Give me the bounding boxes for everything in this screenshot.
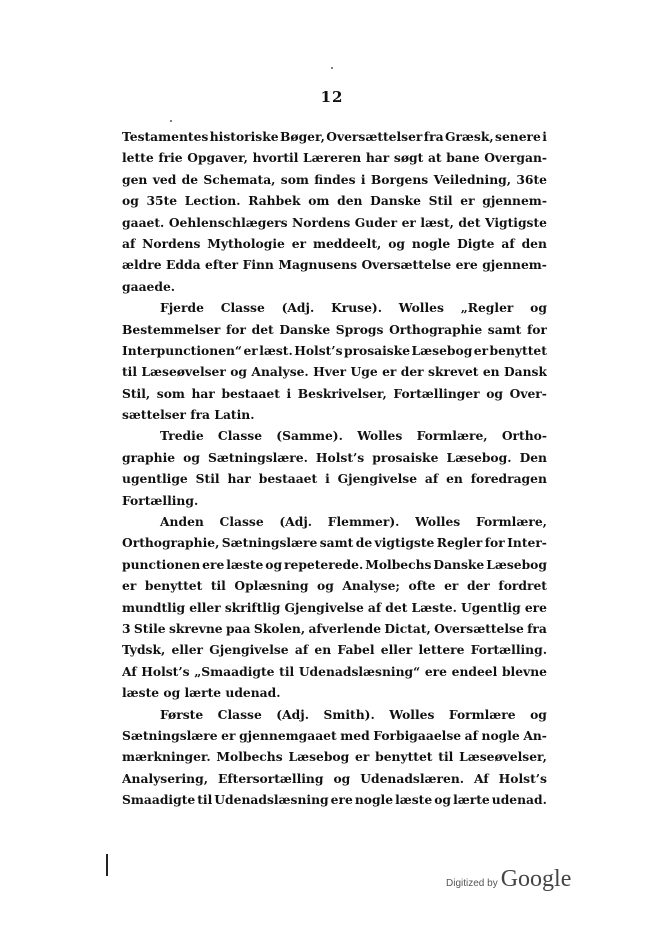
word: ere	[330, 792, 353, 808]
word: er	[122, 578, 137, 594]
word: Stil,	[122, 385, 151, 401]
word: (Adj.	[279, 514, 313, 530]
word: Holst’s	[315, 449, 365, 465]
word: repeterede.	[284, 556, 364, 572]
word: Molbechs	[365, 556, 432, 572]
word: hvortil	[252, 150, 299, 166]
text-line	[122, 361, 547, 382]
text-line	[122, 704, 547, 725]
word: Formlære,	[475, 514, 547, 530]
word: de	[181, 171, 199, 187]
word: blevne	[501, 663, 547, 679]
word: eller	[380, 642, 413, 658]
word: har	[227, 471, 251, 487]
word: er	[444, 578, 459, 594]
word: Oehlenschlægers	[168, 214, 288, 230]
word: samt	[319, 535, 354, 551]
word: ældre	[122, 257, 162, 273]
word: samt	[487, 321, 522, 337]
word: ved	[152, 171, 177, 187]
word: 35te	[146, 193, 178, 209]
word: Holst’s	[294, 342, 343, 358]
word: Forbigaaelse	[373, 727, 462, 743]
word: i	[325, 471, 330, 487]
word: skrevet	[428, 364, 479, 380]
text-line	[122, 147, 547, 168]
word: Dansk	[503, 364, 547, 380]
word: Rahbek	[248, 193, 301, 209]
text-line: sættelser fra Latin.	[122, 407, 255, 423]
word: der	[466, 578, 490, 594]
word: foredragen	[470, 471, 547, 487]
word: Gjengivelse	[284, 599, 364, 615]
word: bane	[446, 150, 480, 166]
word: Læsebog	[288, 749, 350, 765]
digitized-watermark	[446, 866, 571, 893]
word: Inter-	[507, 535, 547, 551]
word: Smith).	[323, 706, 375, 722]
page-number: 12	[320, 88, 344, 106]
word: er	[401, 214, 416, 230]
word: er	[382, 364, 397, 380]
word: Tredie	[160, 428, 204, 444]
word: Sætningslære.	[208, 449, 308, 465]
body-text	[122, 126, 547, 811]
word: af	[122, 235, 136, 251]
word: Over-	[509, 385, 547, 401]
word: Stile	[133, 620, 166, 636]
word: Classe	[217, 706, 262, 722]
word: har	[191, 385, 215, 401]
word: er	[473, 342, 489, 358]
text-line	[122, 789, 547, 810]
word: (Samme).	[276, 428, 343, 444]
word: Edda	[166, 257, 201, 273]
word: Classe	[220, 300, 265, 316]
word: en	[314, 642, 332, 658]
word: til	[197, 792, 213, 808]
word: Eftersortælling	[217, 770, 324, 786]
word: det	[385, 599, 408, 615]
word: Overgan-	[484, 150, 547, 166]
word: Orthographie	[389, 321, 483, 337]
word: benyttet	[489, 342, 547, 358]
word: og	[530, 706, 547, 722]
word: og	[230, 364, 248, 380]
word: i	[360, 171, 366, 187]
word: om	[308, 193, 330, 209]
word: ere	[455, 257, 478, 273]
word: Læseøvelser	[141, 364, 226, 380]
word: nogle	[411, 235, 451, 251]
word: vigtigste	[374, 535, 435, 551]
word: gaaet.	[122, 214, 165, 230]
word: er	[460, 193, 475, 209]
word: ofte	[408, 578, 436, 594]
word: den	[521, 235, 547, 251]
text-line	[122, 768, 547, 789]
text-line	[122, 575, 547, 596]
text-line	[122, 190, 547, 211]
word: historiske	[209, 129, 279, 144]
word: læste	[226, 556, 264, 572]
word: og	[122, 193, 139, 209]
word: lettere	[418, 642, 465, 658]
word: graphie	[122, 449, 176, 465]
word: for	[526, 321, 547, 337]
text-line	[122, 661, 547, 682]
word: Læseøvelser,	[459, 749, 547, 765]
word: af	[367, 599, 382, 615]
word: er	[355, 749, 370, 765]
word: Ugentlig	[460, 599, 521, 615]
word: og	[388, 235, 405, 251]
word: Borgens	[370, 171, 429, 187]
text-line	[122, 597, 547, 618]
word: findes	[314, 171, 356, 187]
word: Orthographie,	[122, 535, 220, 551]
word: til	[210, 578, 226, 594]
word: Danske	[433, 556, 485, 572]
word: prosaiske	[372, 449, 439, 465]
word: Ortho-	[501, 428, 547, 444]
word: Sprogs	[335, 321, 384, 337]
word: og	[434, 792, 452, 808]
word: bestaaet	[221, 385, 280, 401]
word: at	[427, 150, 442, 166]
word: Udenadslæsning	[214, 792, 329, 808]
word: Tydsk,	[122, 642, 166, 658]
word: mærkninger.	[122, 749, 211, 765]
word: Wolles	[398, 300, 444, 316]
word: endeel	[451, 663, 498, 679]
word: Første	[160, 706, 204, 722]
text-line	[122, 254, 547, 275]
word: Sætningslære	[122, 727, 218, 743]
word: en	[446, 471, 463, 487]
word: med	[340, 727, 370, 743]
word: Nordens	[142, 235, 201, 251]
text-line	[122, 383, 547, 404]
word: som	[280, 171, 309, 187]
text-line	[122, 212, 547, 233]
word: Læsebog	[411, 342, 473, 358]
word: er	[221, 727, 236, 743]
word: for	[226, 321, 246, 337]
word: i	[286, 385, 292, 401]
word: til	[279, 663, 295, 679]
text-line	[122, 126, 547, 147]
word: i	[542, 129, 547, 144]
word: Holst’s	[498, 770, 547, 786]
word: efter	[205, 257, 239, 273]
word: senere	[495, 129, 541, 144]
word: An-	[523, 727, 547, 743]
margin-mark	[106, 854, 108, 876]
print-speck	[331, 67, 333, 69]
word: eller	[171, 642, 203, 658]
word: Kruse).	[331, 300, 383, 316]
word: Gjengivelse	[337, 471, 418, 487]
word: til	[438, 749, 454, 765]
word: Magnusens	[278, 257, 358, 273]
text-line	[122, 746, 547, 767]
word: til	[122, 364, 138, 380]
word: Bestemmelser	[122, 321, 221, 337]
text-line	[122, 725, 547, 746]
word: nogle	[481, 727, 520, 743]
word: fordret	[498, 578, 547, 594]
word: gjennemgaaet	[239, 727, 337, 743]
watermark-prefix: Digitized by	[446, 878, 498, 889]
word: Analysering,	[122, 770, 208, 786]
word: frie	[158, 150, 183, 166]
word: Nordens	[292, 214, 351, 230]
text-line	[122, 447, 547, 468]
word: Regler	[436, 535, 483, 551]
word: Opgaver,	[187, 150, 248, 166]
word: afverlende	[308, 620, 382, 636]
word: ere	[202, 556, 225, 572]
word: Smaadigte	[122, 792, 196, 808]
word: Oplæsning	[234, 578, 309, 594]
word: Finn	[242, 257, 274, 273]
word: læst,	[420, 214, 454, 230]
word: Wolles	[357, 428, 403, 444]
word: Fabel	[337, 642, 375, 658]
text-line	[122, 532, 547, 553]
word: Holst’s	[141, 663, 190, 679]
word: Fortællinger	[393, 385, 480, 401]
word: Hver	[313, 364, 347, 380]
word: benyttet	[144, 578, 203, 594]
word: for	[484, 535, 505, 551]
word: de	[355, 535, 373, 551]
word: og	[530, 300, 547, 316]
word: ugentlige	[122, 471, 188, 487]
word: Veiledning,	[433, 171, 512, 187]
word: Fortælling.	[470, 642, 547, 658]
word: som	[156, 385, 185, 401]
text-line	[122, 340, 547, 361]
word: Analyse.	[251, 364, 309, 380]
word: benyttet	[375, 749, 433, 765]
word: Wolles	[389, 706, 435, 722]
word: af	[464, 727, 478, 743]
text-line	[122, 319, 547, 340]
word: Stil	[428, 193, 453, 209]
word: Uge	[350, 364, 378, 380]
word: paa	[225, 620, 251, 636]
word: Digte	[457, 235, 495, 251]
word: er	[243, 342, 258, 358]
text-line	[122, 554, 547, 575]
text-line: gaaede.	[122, 278, 176, 294]
word: Flemmer).	[327, 514, 400, 530]
word: Udenadslæsning“	[298, 663, 421, 679]
word: Anden	[160, 514, 204, 530]
word: eller	[189, 599, 221, 615]
word: Gjengivelse	[209, 642, 289, 658]
word: (Adj.	[281, 300, 315, 316]
word: Vigtigste	[485, 214, 547, 230]
word: Mythologie	[207, 235, 285, 251]
word: og	[333, 770, 351, 786]
word: Interpunctionen“	[122, 342, 242, 358]
word: fra	[527, 620, 547, 636]
text-line	[122, 468, 547, 489]
word: Formlære,	[416, 428, 488, 444]
word: og	[317, 578, 334, 594]
word: er	[291, 235, 307, 251]
word: Analyse;	[342, 578, 400, 594]
word: der	[400, 364, 424, 380]
word: (Adj.	[276, 706, 309, 722]
word: af	[424, 471, 439, 487]
word: Sætningslære	[221, 535, 318, 551]
word: gjennem-	[482, 257, 547, 273]
word: læst.	[259, 342, 293, 358]
word: Oversættelser	[326, 129, 423, 144]
word: Fjerde	[160, 300, 204, 316]
word: Oversættelse	[434, 620, 524, 636]
word: Oversættelse	[361, 257, 452, 273]
word: læste	[395, 792, 433, 808]
word: gen	[122, 171, 148, 187]
word: Af	[474, 770, 489, 786]
word: Classe	[219, 514, 264, 530]
word: „Regler	[460, 300, 514, 316]
word: det	[458, 214, 481, 230]
word: Guder	[354, 214, 398, 230]
google-logo: Google	[500, 866, 572, 892]
word: Wolles	[415, 514, 461, 530]
word: ere	[524, 599, 547, 615]
text-line	[122, 639, 547, 660]
word: skriftlig	[224, 599, 281, 615]
word: gjennem-	[482, 193, 547, 209]
word: Skolen,	[253, 620, 306, 636]
word: Schemata,	[203, 171, 276, 187]
word: lette	[122, 150, 154, 166]
word: Danske	[279, 321, 331, 337]
word: nogle	[354, 792, 394, 808]
word: Testamentes	[122, 129, 209, 144]
text-line	[122, 425, 547, 446]
word: bestaaet	[258, 471, 318, 487]
word: lærte	[453, 792, 490, 808]
word: Udenadslæren.	[360, 770, 465, 786]
word: Molbechs	[216, 749, 283, 765]
word: af	[501, 235, 515, 251]
word: Af	[122, 663, 137, 679]
word: udenad.	[491, 792, 547, 808]
word: Læsebog	[486, 556, 547, 572]
word: Bøger,	[279, 129, 325, 144]
text-line	[122, 618, 547, 639]
word: punctionen	[122, 556, 201, 572]
word: 36te	[516, 171, 547, 187]
word: ere	[424, 663, 447, 679]
word: Den	[519, 449, 547, 465]
word: mundtlig	[122, 599, 186, 615]
word: Lection.	[184, 193, 241, 209]
word: Læsebog.	[446, 449, 512, 465]
text-line	[122, 511, 547, 532]
word: Classe	[217, 428, 263, 444]
text-line	[122, 169, 547, 190]
word: Formlære	[448, 706, 516, 722]
word: Danske	[370, 193, 421, 209]
word: Dictat,	[384, 620, 431, 636]
word: Græsk,	[444, 129, 494, 144]
word: har	[365, 150, 390, 166]
word: af	[294, 642, 309, 658]
text-line: læste og lærte udenad.	[122, 685, 281, 701]
text-line: Fortælling.	[122, 492, 199, 508]
text-line	[122, 233, 547, 254]
word: skrevne	[168, 620, 223, 636]
print-speck	[170, 120, 172, 122]
word: og	[265, 556, 283, 572]
word: fra	[423, 129, 444, 144]
word: Stil	[195, 471, 220, 487]
word: det	[251, 321, 274, 337]
word: søgt	[393, 150, 424, 166]
text-line	[122, 297, 547, 318]
word: en	[482, 364, 500, 380]
word: og	[486, 385, 504, 401]
word: 3	[122, 620, 131, 636]
word: Læste.	[411, 599, 457, 615]
word: Beskrivelser,	[297, 385, 387, 401]
word: meddeelt,	[312, 235, 382, 251]
word: og	[183, 449, 200, 465]
word: Læreren	[303, 150, 362, 166]
word: den	[337, 193, 363, 209]
word: prosaiske	[343, 342, 411, 358]
word: „Smaadigte	[194, 663, 275, 679]
